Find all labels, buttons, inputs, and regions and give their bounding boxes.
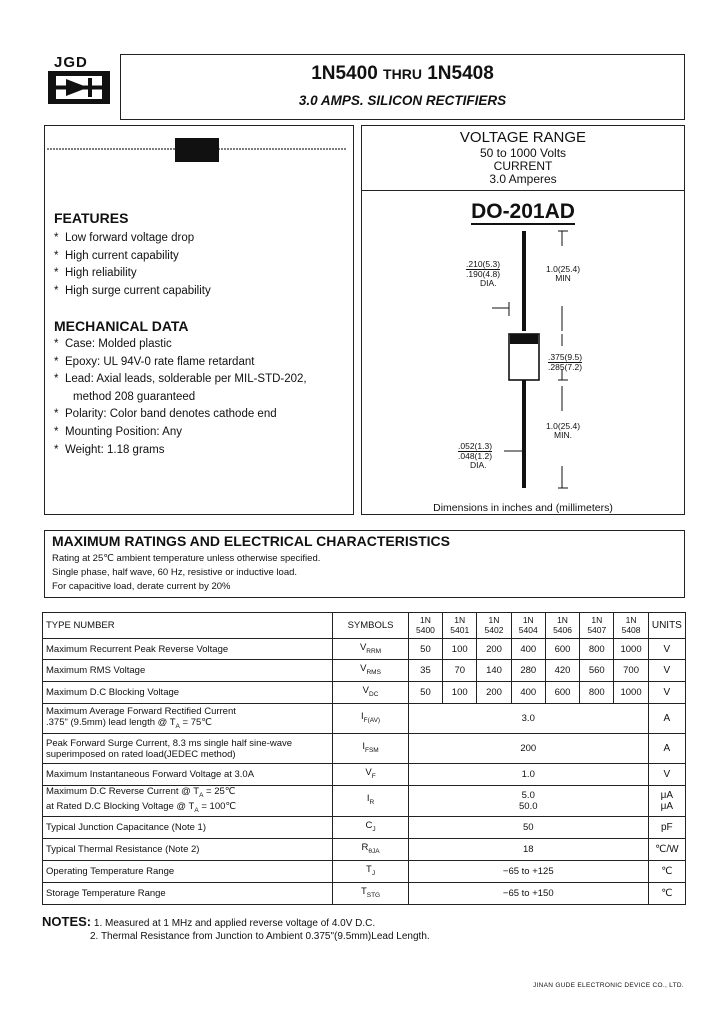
voltage-range-title: VOLTAGE RANGE <box>459 129 587 146</box>
dim-body-dia: .210(5.3) .190(4.8) DIA. <box>466 259 501 288</box>
features-list <box>54 232 211 302</box>
dim-body-length: .375(9.5) .285(7.2) <box>548 352 583 372</box>
table-cell: −65 to +150 <box>408 882 648 904</box>
note-2: 2. Thermal Resistance from Junction to Ambient 0.375"(9.5mm)Lead Length. <box>90 931 430 942</box>
row-symbol: $V_{DC}$ <box>333 682 409 704</box>
ratings-line: Single phase, half wave, 60 Hz, resistive or inductive load. <box>52 567 298 578</box>
table-cell: 50 <box>408 639 442 660</box>
voltage-range-value: 50 to 1000 Volts <box>479 146 567 160</box>
dim-top-lead-length: 1.0(25.4) MIN <box>546 264 581 283</box>
table-row <box>43 704 686 734</box>
table-cell: 200 <box>477 639 511 660</box>
table-row <box>43 816 686 838</box>
table-cell: V <box>648 660 685 682</box>
row-symbol: $T_J$ <box>333 860 409 882</box>
mechanical-title: MECHANICAL DATA <box>54 318 189 334</box>
col-part: 1N 5402 <box>477 613 511 639</box>
table-cell: 140 <box>477 660 511 682</box>
col-part: 1N 5404 <box>511 613 545 639</box>
table-cell: 3.0 <box>408 704 648 734</box>
row-label: Maximum Instantaneous Forward Voltage at 3.0A <box>43 764 333 786</box>
table-cell: A <box>648 704 685 734</box>
row-label: Maximum Recurrent Peak Reverse Voltage <box>43 639 333 660</box>
ratings-line: Rating at 25℃ ambient temperature unless otherwise specified. <box>52 553 321 564</box>
col-part: 1N 5400 <box>408 613 442 639</box>
table-row <box>43 786 686 817</box>
table-cell: 560 <box>580 660 614 682</box>
col-units: UNITS <box>648 613 685 639</box>
row-label: Peak Forward Surge Current, 8.3 ms single half sine-wave superimposed on rated load(JEDEC method) <box>43 734 333 764</box>
table-row <box>43 838 686 860</box>
row-symbol: $V_F$ <box>333 764 409 786</box>
table-row <box>43 639 686 660</box>
col-symbols: SYMBOLS <box>333 613 409 639</box>
table-row <box>43 860 686 882</box>
row-symbol: $C_J$ <box>333 816 409 838</box>
table-cell: 420 <box>545 660 579 682</box>
table-cell: 200 <box>408 734 648 764</box>
list-item: * Case: Molded plastic <box>54 338 172 350</box>
package-name: DO-201AD <box>471 200 575 223</box>
notes-title: NOTES: <box>42 914 92 929</box>
dim-wire-dia: .052(1.3) .048(1.2) DIA. <box>458 441 493 470</box>
table-cell: V <box>648 682 685 704</box>
row-label: Storage Temperature Range <box>43 882 333 904</box>
table-cell: ℃ <box>648 860 685 882</box>
table-cell: A <box>648 734 685 764</box>
row-symbol: $V_{RRM}$ <box>333 639 409 660</box>
list-item: * Polarity: Color band denotes cathode end <box>54 408 277 421</box>
table-cell: 70 <box>443 660 477 682</box>
table-cell: 800 <box>580 639 614 660</box>
ratings-line: For capacitive load, derate current by 20% <box>52 581 231 592</box>
table-cell: ℃/W <box>648 838 685 860</box>
max-ratings-box <box>44 530 685 598</box>
table-cell: 800 <box>580 682 614 704</box>
table-cell: μA μA <box>648 786 685 817</box>
company-logo <box>44 54 112 108</box>
list-item: * Low forward voltage drop <box>54 232 195 244</box>
table-row <box>43 682 686 704</box>
page-title <box>121 63 684 85</box>
table-row <box>43 882 686 904</box>
features-box <box>44 125 354 515</box>
table-cell: 400 <box>511 682 545 704</box>
row-label: Maximum D.C Blocking Voltage <box>43 682 333 704</box>
table-cell: 400 <box>511 639 545 660</box>
table-cell: −65 to +125 <box>408 860 648 882</box>
col-type-number: TYPE NUMBER <box>43 613 333 639</box>
table-header-row <box>43 613 686 639</box>
divider <box>362 190 684 191</box>
col-part: 1N 5406 <box>545 613 579 639</box>
col-part: 1N 5401 <box>443 613 477 639</box>
current-title: CURRENT <box>493 159 553 173</box>
title-box <box>120 54 685 120</box>
row-label: Maximum D.C Reverse Current @ $T_A$ = 25℃ at Rated D.C Blocking Voltage @ $T_A$ = 100℃ <box>43 786 333 817</box>
max-ratings-title: MAXIMUM RATINGS AND ELECTRICAL CHARACTERISTICS <box>52 533 450 549</box>
diode-photo <box>47 134 347 164</box>
note-1: 1. Measured at 1 MHz and applied reverse voltage of 4.0V D.C. <box>93 918 376 929</box>
row-symbol: $I_R$ <box>333 786 409 817</box>
table-cell: 100 <box>443 682 477 704</box>
list-item: * High surge current capability <box>54 284 211 297</box>
table-cell: 700 <box>614 660 648 682</box>
table-cell: 1000 <box>614 682 648 704</box>
row-symbol: $I_{F(AV)}$ <box>333 704 409 734</box>
row-label: Typical Thermal Resistance (Note 2) <box>43 838 333 860</box>
part-from: 1N5400 <box>311 63 378 84</box>
voltage-package-box <box>361 125 685 515</box>
table-cell: 50 <box>408 816 648 838</box>
table-cell: 18 <box>408 838 648 860</box>
table-cell: 1.0 <box>408 764 648 786</box>
row-label: Maximum RMS Voltage <box>43 660 333 682</box>
list-item: * Epoxy: UL 94V-0 rate flame retardant <box>54 355 255 368</box>
list-item: * High reliability <box>54 267 137 280</box>
spec-table <box>42 612 686 905</box>
table-row <box>43 734 686 764</box>
part-to: 1N5408 <box>427 63 494 84</box>
table-cell: 200 <box>477 682 511 704</box>
row-label: Typical Junction Capacitance (Note 1) <box>43 816 333 838</box>
list-item: * Mounting Position: Any <box>54 425 182 438</box>
row-label: Operating Temperature Range <box>43 860 333 882</box>
list-item: method 208 guaranteed <box>73 390 196 403</box>
table-cell: 35 <box>408 660 442 682</box>
table-cell: 600 <box>545 682 579 704</box>
logo-mark <box>48 71 110 104</box>
dim-bottom-lead-length: 1.0(25.4) MIN. <box>546 421 581 440</box>
subtitle: 3.0 AMPS. SILICON RECTIFIERS <box>298 93 507 108</box>
mechanical-list <box>54 338 307 461</box>
table-cell: 50 <box>408 682 442 704</box>
col-part: 1N 5407 <box>580 613 614 639</box>
row-symbol: $T_{STG}$ <box>333 882 409 904</box>
thru-label: THRU <box>383 66 422 82</box>
package-drawing <box>362 226 686 501</box>
col-part: 1N 5408 <box>614 613 648 639</box>
table-cell: pF <box>648 816 685 838</box>
table-cell: 600 <box>545 639 579 660</box>
table-cell: 100 <box>443 639 477 660</box>
features-title: FEATURES <box>54 210 129 226</box>
row-symbol: $V_{RMS}$ <box>333 660 409 682</box>
logo-text: JGD <box>54 54 88 71</box>
current-value: 3.0 Amperes <box>489 172 557 186</box>
footer-company: JINAN GUDE ELECTRONIC DEVICE CO., LTD. <box>532 982 684 989</box>
table-cell: 1000 <box>614 639 648 660</box>
list-item: * Weight: 1.18 grams <box>54 443 165 456</box>
notes <box>42 914 430 942</box>
table-cell: 280 <box>511 660 545 682</box>
table-cell: V <box>648 764 685 786</box>
dimension-note: Dimensions in inches and (millimeters) <box>433 502 613 514</box>
row-symbol: $I_{FSM}$ <box>333 734 409 764</box>
table-cell: 5.0 50.0 <box>408 786 648 817</box>
table-cell: ℃ <box>648 882 685 904</box>
row-label: Maximum Average Forward Rectified Current .375" (9.5mm) lead length @ $T_A$ = 75℃ <box>43 704 333 734</box>
row-symbol: $R_{\theta JA}$ <box>333 838 409 860</box>
table-cell: V <box>648 639 685 660</box>
table-row <box>43 764 686 786</box>
list-item: * Lead: Axial leads, solderable per MIL-STD-202, <box>54 373 307 386</box>
list-item: * High current capability <box>54 249 179 262</box>
table-row <box>43 660 686 682</box>
